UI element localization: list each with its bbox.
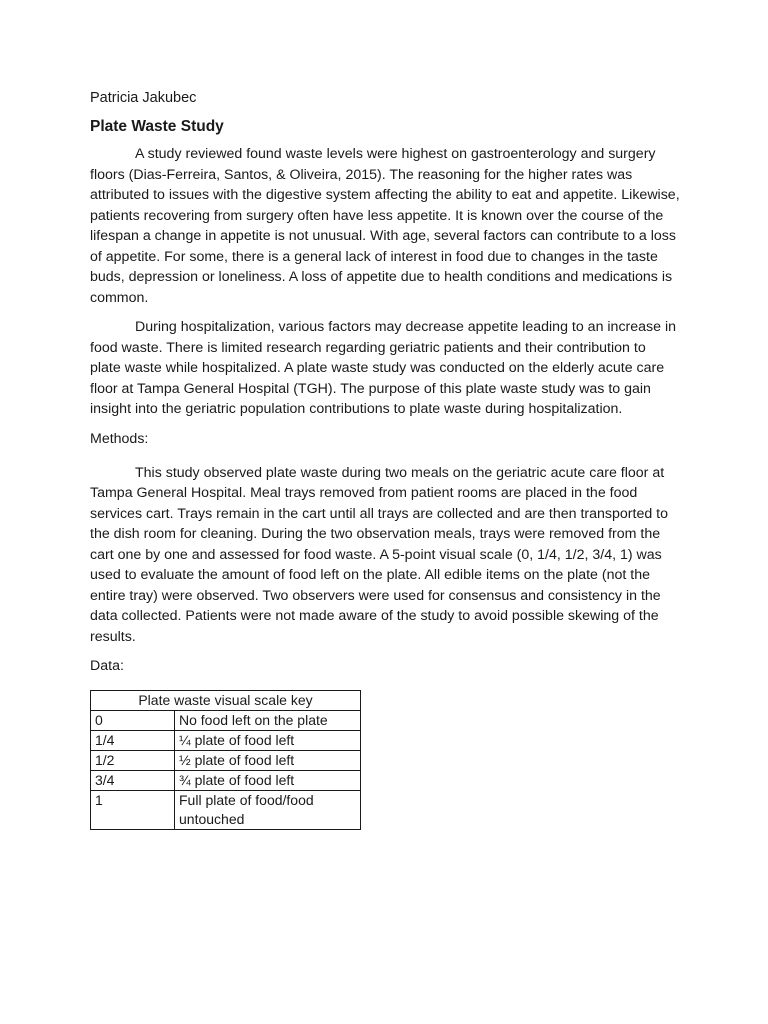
table-row: [91, 751, 361, 771]
intro-paragraph-2: During hospitalization, various factors may decrease appetite leading to an increase in food waste. There is limited research regarding geriatric patients and their contribution to plate waste while hospitalized. A plate waste study was conducted on the elderly acute care floor at Tampa General Hospital (TGH). The purpose of this plate waste study was to gain insight into the geriatric population contributions to plate waste during hospitalization.: [90, 319, 677, 417]
scale-description: Full plate of food/food untouched: [175, 791, 361, 830]
methods-heading: Methods:: [90, 430, 149, 447]
visual-scale-table: [90, 690, 361, 830]
scale-value: 1/2: [91, 751, 175, 771]
data-heading: Data:: [90, 658, 124, 674]
table-caption-row: [91, 691, 361, 711]
scale-value: 3/4: [91, 771, 175, 791]
scale-description: No food left on the plate: [175, 711, 361, 731]
author-name: Patricia Jakubec: [90, 90, 197, 106]
table-row: [91, 791, 361, 830]
document-title: Plate Waste Study: [90, 118, 224, 135]
scale-value: 1/4: [91, 731, 175, 751]
scale-value: 0: [91, 711, 175, 731]
methods-paragraph: This study observed plate waste during two meals on the geriatric acute care floor at Tampa General Hospital. Meal trays removed from patient rooms are placed in the food services cart. Trays remain in the cart until all trays are collected and are then transported to the dish room for cleaning. During the two observation meals, trays were removed from the cart one by one and assessed for food waste. A 5-point visual scale (0, 1/4, 1/2, 3/4, 1) was used to evaluate the amount of food left on the plate. All edible items on the plate (not the entire tray) were observed. Two observers were used for consensus and consistency in the data collected. Patients were not made aware of the study to avoid possible skewing of the results.: [90, 464, 669, 645]
scale-description: ¼ plate of food left: [175, 731, 361, 751]
document-page: [90, 88, 680, 830]
scale-description: ¾ plate of food left: [175, 771, 361, 791]
table-row: [91, 711, 361, 731]
intro-paragraph-1: A study reviewed found waste levels were highest on gastroenterology and surgery floors (Dias-Ferreira, Santos, & Oliveira, 2015). The reasoning for the higher rates was attributed to issues with the digestive system affecting the ability to eat and appetite. Likewise, patients recovering from surgery often have less appetite. It is known over the course of the lifespan a change in appetite is not unusual. With age, several factors can contribute to a loss of appetite. For some, there is a general lack of interest in food due to changes in the taste buds, depression or loneliness. A loss of appetite due to health conditions and medications is common.: [90, 146, 680, 306]
table-row: [91, 771, 361, 791]
table-caption: Plate waste visual scale key: [91, 691, 361, 711]
scale-description: ½ plate of food left: [175, 751, 361, 771]
table-row: [91, 731, 361, 751]
scale-value: 1: [91, 791, 175, 830]
